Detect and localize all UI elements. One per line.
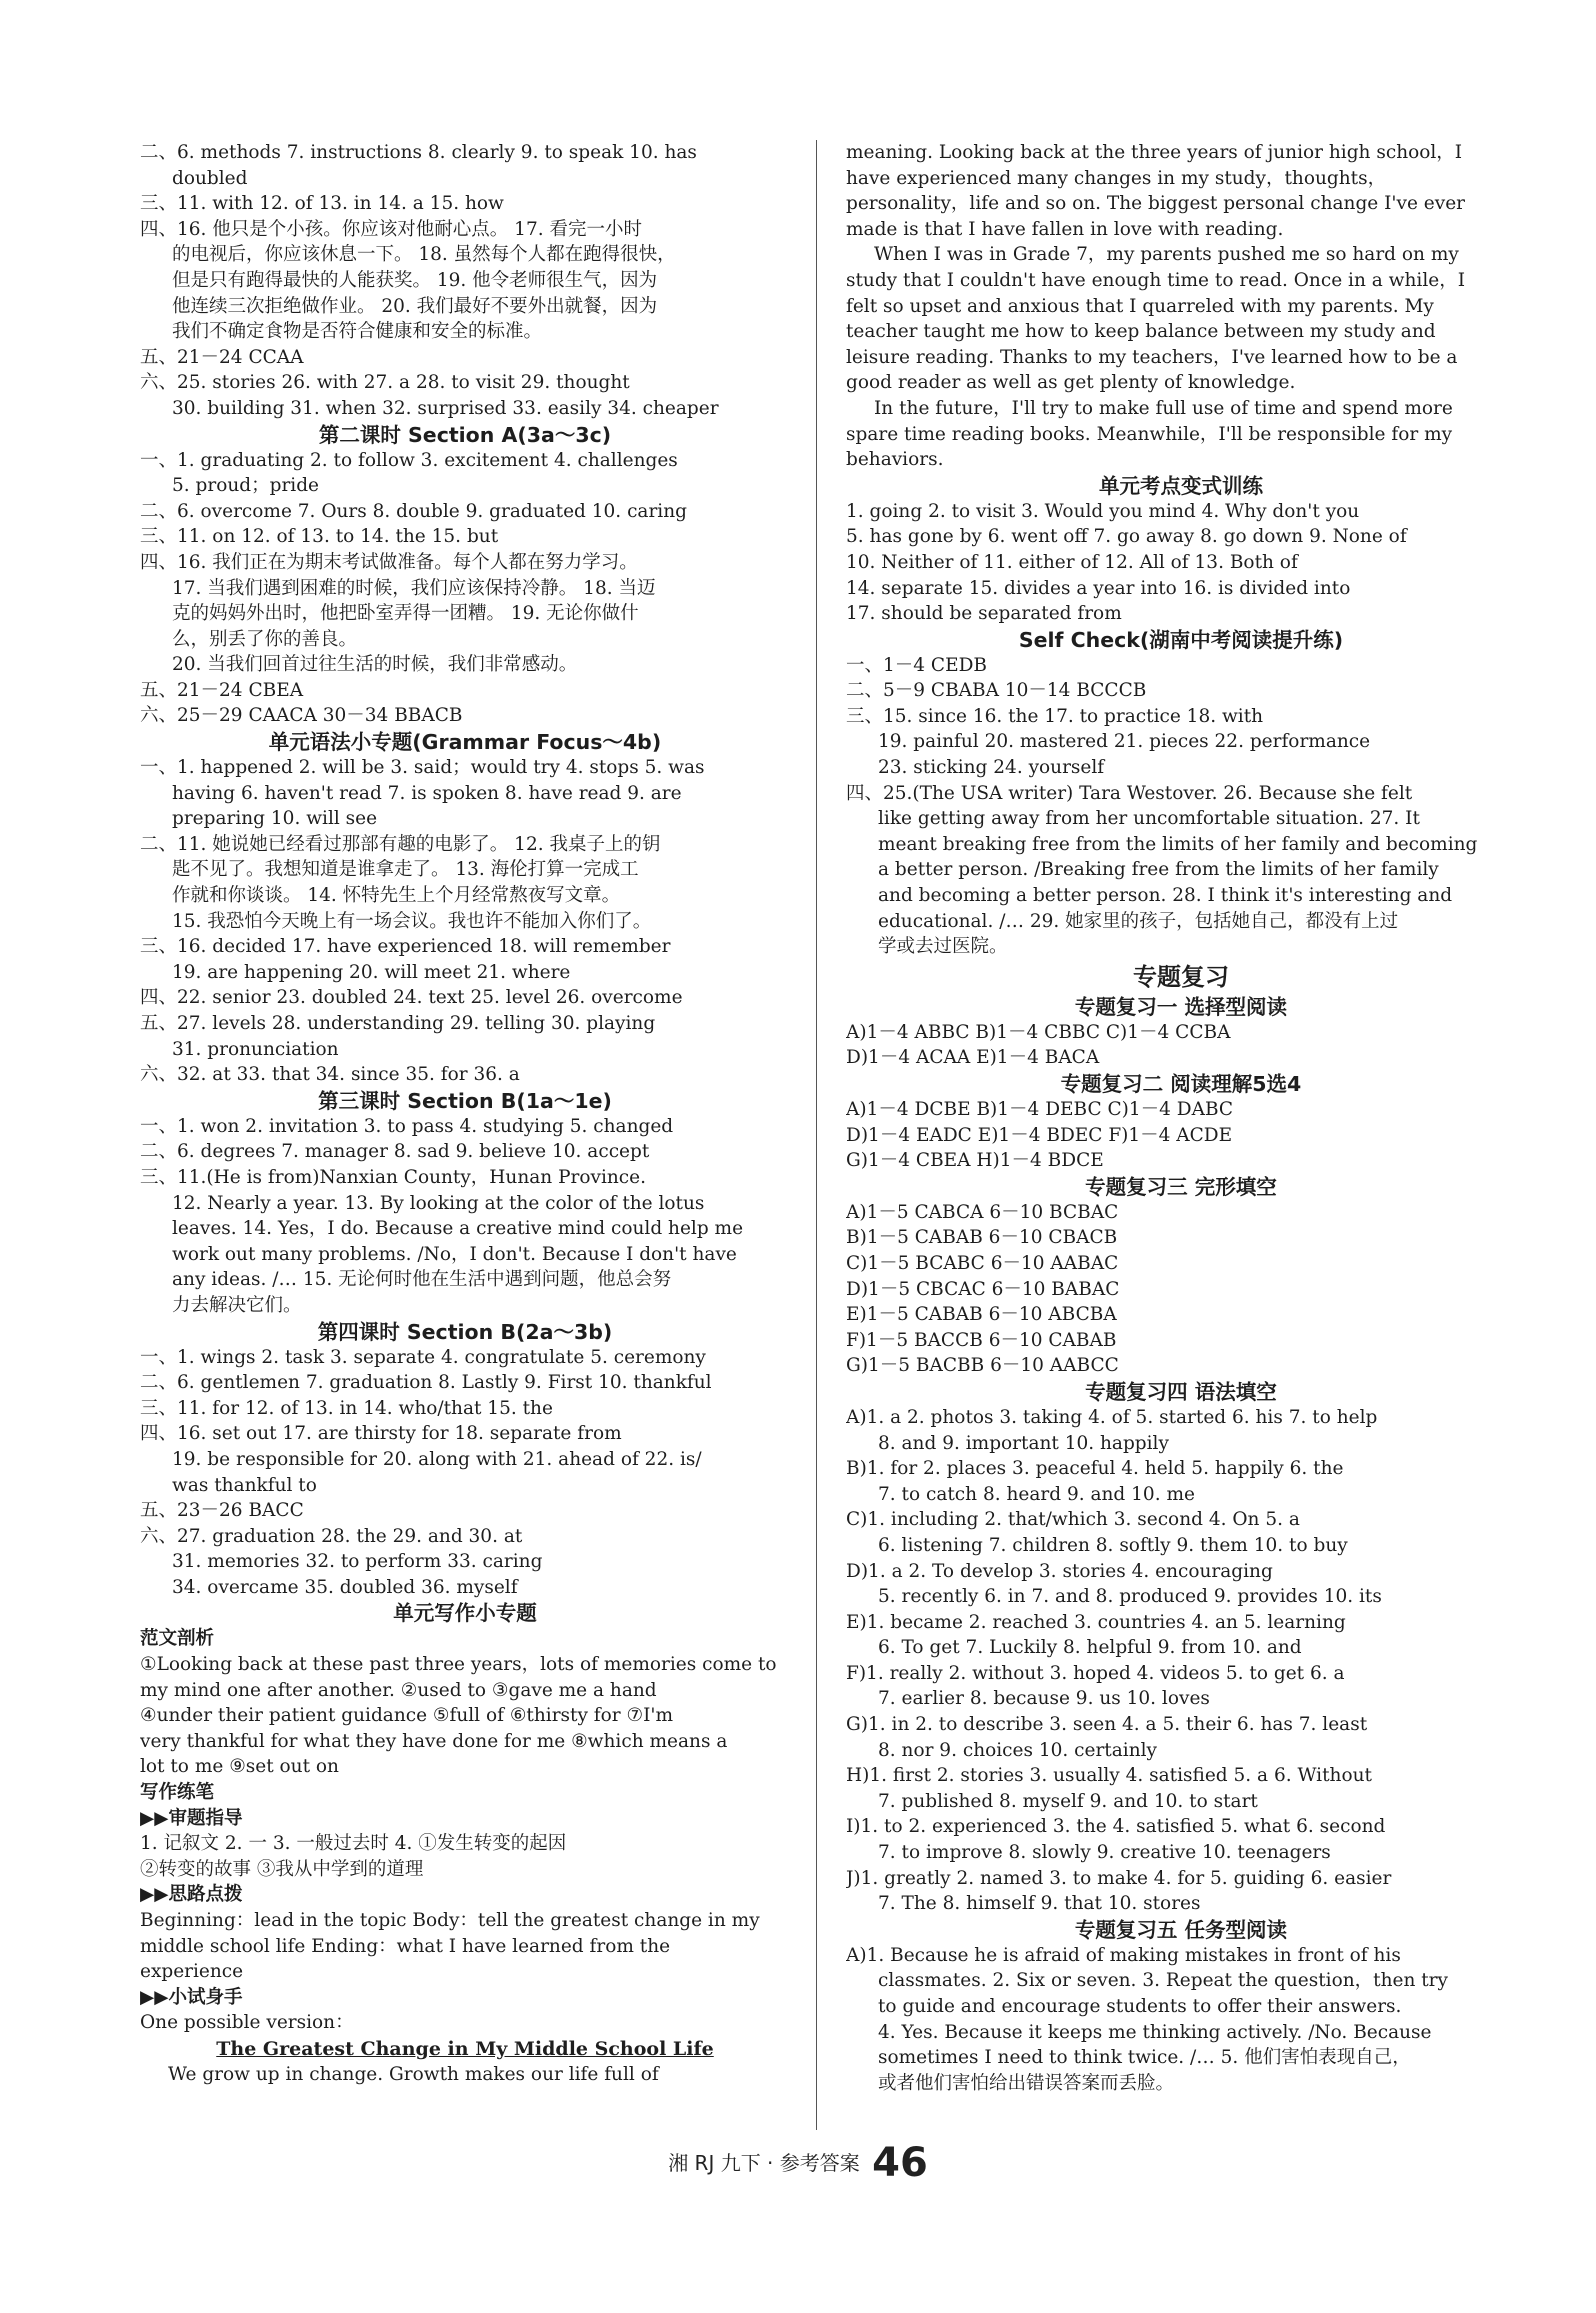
right-line: F)1－5 BACCB 6－10 CABAB xyxy=(846,1329,1117,1351)
right-line: 8. and 9. important 10. happily xyxy=(878,1432,1169,1454)
right-line: 三、15. since 16. the 17. to practice 18. with xyxy=(846,705,1264,727)
right-line: D)1－4 EADC E)1－4 BDEC F)1－4 ACDE xyxy=(846,1124,1233,1146)
left-line: preparing 10. will see xyxy=(172,808,378,830)
left-line: 五、21－24 CBEA xyxy=(140,679,304,701)
left-line: 15. 我恐怕今天晚上有一场会议。我也许不能加入你们了。 xyxy=(172,910,652,932)
right-line: A)1－4 ABBC B)1－4 CBBC C)1－4 CCBA xyxy=(846,1021,1231,1043)
right-line: B)1－5 CABAB 6－10 CBACB xyxy=(846,1227,1118,1249)
left-line: 四、16. 他只是个小孩。你应该对他耐心点。 17. 看完一小时 xyxy=(140,218,642,240)
column-divider xyxy=(816,140,817,2130)
right-line: 4. Yes. Because it keeps me thinking actively. /No. Because xyxy=(878,2021,1432,2043)
right-line: teacher taught me how to keep balance between my study and xyxy=(846,321,1436,343)
left-line: 六、25. stories 26. with 27. a 28. to visit 29. thought xyxy=(140,372,630,394)
right-line: I)1. to 2. experienced 3. the 4. satisfied 5. what 6. second xyxy=(846,1816,1386,1838)
right-line: E)1－5 CABAB 6－10 ABCBA xyxy=(846,1304,1117,1326)
right-line: leisure reading. Thanks to my teachers，I've learned how to be a xyxy=(846,346,1458,368)
right-line: E)1. became 2. reached 3. countries 4. an 5. learning xyxy=(846,1611,1346,1633)
right-line: 19. painful 20. mastered 21. pieces 22. performance xyxy=(878,731,1371,753)
left-line: 么，别丢了你的善良。 xyxy=(172,628,358,650)
right-line: 7. published 8. myself 9. and 10. to start xyxy=(878,1790,1258,1812)
left-section-heading: 单元写作小专题 xyxy=(393,1601,537,1626)
right-line: 6. To get 7. Luckily 8. helpful 9. from 10. and xyxy=(878,1637,1302,1659)
right-line: A)1. Because he is afraid of making mistakes in front of his xyxy=(846,1944,1401,1966)
right-line: F)1. really 2. without 3. hoped 4. videos 5. to get 6. a xyxy=(846,1662,1345,1684)
left-line: 17. 当我们遇到困难的时候，我们应该保持冷静。 18. 当迈 xyxy=(172,577,656,599)
right-line: D)1. a 2. To develop 3. stories 4. encouraging xyxy=(846,1560,1273,1582)
left-line: 三、11. with 12. of 13. in 14. a 15. how xyxy=(140,193,504,215)
left-section-heading: 单元语法小专题(Grammar Focus～4b) xyxy=(268,730,662,755)
right-line: a better person. /Breaking free from the limits of her family xyxy=(878,859,1439,881)
right-section-heading: 专题复习 xyxy=(1133,962,1229,991)
left-line: middle school life Ending：what I have learned from the xyxy=(140,1935,671,1957)
right-line: felt so upset and anxious that I quarreled with my parents. My xyxy=(846,295,1434,317)
left-line: 一、1. graduating 2. to follow 3. excitement 4. challenges xyxy=(140,449,678,471)
left-line: having 6. haven't read 7. is spoken 8. have read 9. are xyxy=(172,782,682,804)
right-line: When I was in Grade 7，my parents pushed me so hard on my xyxy=(874,244,1459,266)
left-line: 二、6. gentlemen 7. graduation 8. Lastly 9. First 10. thankful xyxy=(140,1372,712,1394)
right-line: A)1. a 2. photos 3. taking 4. of 5. started 6. his 7. to help xyxy=(846,1406,1378,1428)
right-line: 10. Neither of 11. either of 12. All of 13. Both of xyxy=(846,551,1298,573)
right-line: 5. has gone by 6. went off 7. go away 8. go down 9. None of xyxy=(846,526,1407,548)
footer-label: 湘 RJ 九下 · 参考答案 xyxy=(668,2151,860,2175)
left-line: 四、16. 我们正在为期末考试做准备。每个人都在努力学习。 xyxy=(140,551,638,573)
left-section-heading: 第四课时 Section B(2a～3b) xyxy=(317,1319,613,1344)
left-line: any ideas. /… 15. 无论何时他在生活中遇到问题，他总会努 xyxy=(172,1269,672,1291)
right-line: 或者他们害怕给出错误答案而丢脸。 xyxy=(878,2072,1175,2094)
left-line: 三、11. for 12. of 13. in 14. who/that 15. the xyxy=(140,1397,553,1419)
right-line: 6. listening 7. children 8. softly 9. them 10. to buy xyxy=(878,1534,1348,1556)
left-line: 19. are happening 20. will meet 21. where xyxy=(172,961,571,983)
right-line: like getting away from her uncomfortable situation. 27. It xyxy=(878,808,1420,830)
right-line: have experienced many changes in my study，thoughts， xyxy=(846,167,1387,189)
right-line: C)1－5 BCABC 6－10 AABAC xyxy=(846,1252,1119,1274)
right-line: study that I couldn't have enough time to read. Once in a while，I xyxy=(846,269,1466,291)
left-line: was thankful to xyxy=(172,1474,317,1496)
left-subheading: ▶▶小试身手 xyxy=(140,1986,243,2008)
left-line: 匙不见了。我想知道是谁拿走了。 13. 海伦打算一完成工 xyxy=(172,859,639,881)
right-line: A)1－4 DCBE B)1－4 DEBC C)1－4 DABC xyxy=(846,1099,1234,1120)
right-line: 一、1－4 CEDB xyxy=(846,654,988,676)
right-line: 23. sticking 24. yourself xyxy=(878,757,1105,779)
left-line: 三、11. on 12. of 13. to 14. the 15. but xyxy=(140,526,499,548)
right-line: 7. to improve 8. slowly 9. creative 10. teenagers xyxy=(878,1842,1331,1864)
left-line: very thankful for what they have done for me ⑧which means a xyxy=(140,1730,728,1752)
right-line: personality，life and so on. The biggest personal change I've ever xyxy=(846,193,1465,215)
right-line: G)1－5 BACBB 6－10 AABCC xyxy=(846,1355,1119,1377)
left-line: work out many problems. /No，I don't. Because I don't have xyxy=(172,1243,737,1265)
left-line: 一、1. wings 2. task 3. separate 4. congratulate 5. ceremony xyxy=(140,1346,706,1368)
left-line: lot to me ⑨set out on xyxy=(140,1756,339,1778)
right-line: B)1. for 2. places 3. peaceful 4. held 5. happily 6. the xyxy=(846,1458,1344,1480)
right-line: good reader as well as get plenty of knowledge. xyxy=(846,372,1296,394)
right-line: J)1. greatly 2. named 3. to make 4. for 5. guiding 6. easier xyxy=(846,1867,1392,1889)
right-line: behaviors. xyxy=(846,449,944,471)
left-line: 五、27. levels 28. understanding 29. telling 30. playing xyxy=(140,1013,656,1034)
left-line: ①Looking back at these past three years，lots of memories come to xyxy=(140,1654,777,1676)
right-column xyxy=(846,140,1516,2096)
page-number: 46 xyxy=(872,2140,928,2186)
left-line: 克的妈妈外出时，他把卧室弄得一团糟。 19. 无论你做什 xyxy=(172,603,639,625)
left-line: One possible version： xyxy=(140,2012,354,2034)
right-line: educational. /… 29. 她家里的孩子，包括她自己，都没有上过 xyxy=(878,910,1399,932)
left-line: 34. overcame 35. doubled 36. myself xyxy=(172,1576,518,1598)
right-line: In the future，I'll try to make full use of time and spend more xyxy=(874,397,1453,419)
left-subheading: ▶▶审题指导 xyxy=(140,1807,243,1829)
left-line: 30. building 31. when 32. surprised 33. easily 34. cheaper xyxy=(172,397,719,419)
left-line: 我们不确定食物是否符合健康和安全的标准。 xyxy=(172,321,543,343)
left-line: 六、25－29 CAACA 30－34 BBACB xyxy=(140,705,463,727)
right-section-heading: 专题复习五 任务型阅读 xyxy=(1074,1917,1288,1942)
left-section-heading: 第三课时 Section B(1a～1e) xyxy=(318,1088,612,1113)
right-line: A)1－5 CABCA 6－10 BCBAC xyxy=(846,1201,1119,1223)
right-line: classmates. 2. Six or seven. 3. Repeat the question，then try xyxy=(878,1970,1448,1992)
left-line: experience xyxy=(140,1961,244,1983)
left-line: 5. proud；pride xyxy=(172,475,320,497)
right-section-heading: 单元考点变式训练 xyxy=(1099,473,1263,498)
right-line: G)1. in 2. to describe 3. seen 4. a 5. their 6. has 7. least xyxy=(846,1714,1368,1736)
right-section-heading: 专题复习四 语法填空 xyxy=(1085,1379,1277,1404)
left-line: 12. Nearly a year. 13. By looking at the color of the lotus xyxy=(172,1192,705,1214)
left-line: We grow up in change. Growth makes our life full of xyxy=(168,2063,659,2085)
right-line: D)1－4 ACAA E)1－4 BACA xyxy=(846,1047,1100,1069)
right-line: 7. The 8. himself 9. that 10. stores xyxy=(878,1893,1201,1915)
left-line: 1. 记叙文 2. 一 3. 一般过去时 4. ①发生转变的起因 xyxy=(140,1833,567,1855)
left-line: 二、6. degrees 7. manager 8. sad 9. believe 10. accept xyxy=(140,1141,650,1163)
right-line: 8. nor 9. choices 10. certainly xyxy=(878,1739,1157,1761)
left-line: Beginning：lead in the topic Body：tell the greatest change in my xyxy=(140,1910,760,1931)
left-line: 五、23－26 BACC xyxy=(140,1500,304,1522)
left-line: doubled xyxy=(172,167,248,189)
right-line: 7. earlier 8. because 9. us 10. loves xyxy=(878,1688,1210,1710)
left-line: my mind one after another. ②used to ③gave me a hand xyxy=(140,1679,657,1701)
page-footer xyxy=(0,2140,1596,2186)
right-line: D)1－5 CBCAC 6－10 BABAC xyxy=(846,1278,1120,1300)
right-section-heading: 专题复习一 选择型阅读 xyxy=(1074,994,1288,1019)
left-section-heading: 第二课时 Section A(3a～3c) xyxy=(318,422,612,447)
left-line: 19. be responsible for 20. along with 21. ahead of 22. is/ xyxy=(172,1448,702,1470)
right-line: meaning. Looking back at the three years of junior high school，I xyxy=(846,142,1463,163)
right-line: and becoming a better person. 28. I think it's interesting and xyxy=(878,885,1453,907)
left-line: 二、11. 她说她已经看过那部有趣的电影了。 12. 我桌子上的钥 xyxy=(140,833,661,855)
right-line: 学或去过医院。 xyxy=(878,936,1008,958)
essay-title: The Greatest Change in My Middle School Life xyxy=(216,2037,714,2060)
right-line: G)1－4 CBEA H)1－4 BDCE xyxy=(846,1150,1104,1172)
right-line: 四、25.(The USA writer) Tara Westover. 26. Because she felt xyxy=(846,782,1413,804)
right-section-heading: Self Check(湖南中考阅读提升练) xyxy=(1018,627,1344,652)
left-subheading: 写作练笔 xyxy=(140,1782,215,1804)
left-line: 四、16. set out 17. are thirsty for 18. separate from xyxy=(140,1423,622,1445)
left-line: 31. pronunciation xyxy=(172,1038,339,1060)
right-line: spare time reading books. Meanwhile，I'll be responsible for my xyxy=(846,423,1453,445)
left-line: 但是只有跑得最快的人能获奖。 19. 他令老师很生气，因为 xyxy=(172,269,658,291)
right-line: sometimes I need to think twice. /… 5. 他们害怕表现自己， xyxy=(878,2047,1411,2069)
right-section-heading: 专题复习二 阅读理解5选4 xyxy=(1060,1072,1302,1096)
left-line: 五、21－24 CCAA xyxy=(140,346,304,368)
left-line: 六、32. at 33. that 34. since 35. for 36. a xyxy=(140,1064,520,1086)
left-line: 作就和你谈谈。 14. 怀特先生上个月经常熬夜写文章。 xyxy=(172,885,621,907)
left-line: 20. 当我们回首过往生活的时候，我们非常感动。 xyxy=(172,654,578,676)
left-column xyxy=(140,140,790,2088)
right-line: 7. to catch 8. heard 9. and 10. me xyxy=(878,1483,1195,1505)
left-line: 力去解决它们。 xyxy=(172,1294,302,1316)
left-line: 四、22. senior 23. doubled 24. text 25. level 26. overcome xyxy=(140,987,683,1009)
left-line: 一、1. happened 2. will be 3. said；would try 4. stops 5. was xyxy=(140,757,705,779)
right-line: 17. should be separated from xyxy=(846,603,1122,625)
right-line: 二、5－9 CBABA 10－14 BCCCB xyxy=(846,680,1147,702)
left-line: ④under their patient guidance ⑤full of ⑥thirsty for ⑦I'm xyxy=(140,1705,674,1727)
right-line: H)1. first 2. stories 3. usually 4. satisfied 5. a 6. Without xyxy=(846,1765,1372,1787)
left-subheading: 范文剖析 xyxy=(140,1628,215,1650)
right-line: 14. separate 15. divides a year into 16. is divided into xyxy=(846,577,1351,599)
right-line: 5. recently 6. in 7. and 8. produced 9. provides 10. its xyxy=(878,1586,1382,1608)
right-line: to guide and encourage students to offer their answers. xyxy=(878,1996,1402,2017)
left-line: 六、27. graduation 28. the 29. and 30. at xyxy=(140,1525,523,1547)
right-line: meant breaking free from the limits of her family and becoming xyxy=(878,833,1478,855)
left-subheading: ▶▶思路点拨 xyxy=(140,1884,243,1906)
right-line: made is that I have fallen in love with reading. xyxy=(846,218,1284,240)
left-line: 二、6. methods 7. instructions 8. clearly 9. to speak 10. has xyxy=(140,142,697,163)
left-line: 三、11.(He is from)Nanxian County，Hunan Province. xyxy=(140,1166,646,1188)
right-line: 1. going 2. to visit 3. Would you mind 4. Why don't you xyxy=(846,500,1360,522)
left-line: 一、1. won 2. invitation 3. to pass 4. studying 5. changed xyxy=(140,1115,674,1137)
left-line: ②转变的故事 ③我从中学到的道理 xyxy=(140,1858,424,1880)
left-line: 他连续三次拒绝做作业。 20. 我们最好不要外出就餐，因为 xyxy=(172,295,658,317)
left-line: 三、16. decided 17. have experienced 18. will remember xyxy=(140,936,671,958)
left-line: leaves. 14. Yes，I do. Because a creative mind could help me xyxy=(172,1218,744,1240)
right-line: C)1. including 2. that/which 3. second 4. On 5. a xyxy=(846,1509,1300,1531)
right-section-heading: 专题复习三 完形填空 xyxy=(1085,1174,1277,1199)
left-line: 31. memories 32. to perform 33. caring xyxy=(172,1551,543,1573)
left-line: 二、6. overcome 7. Ours 8. double 9. graduated 10. caring xyxy=(140,500,687,522)
left-line: 的电视后，你应该休息一下。 18. 虽然每个人都在跑得很快， xyxy=(172,244,676,266)
